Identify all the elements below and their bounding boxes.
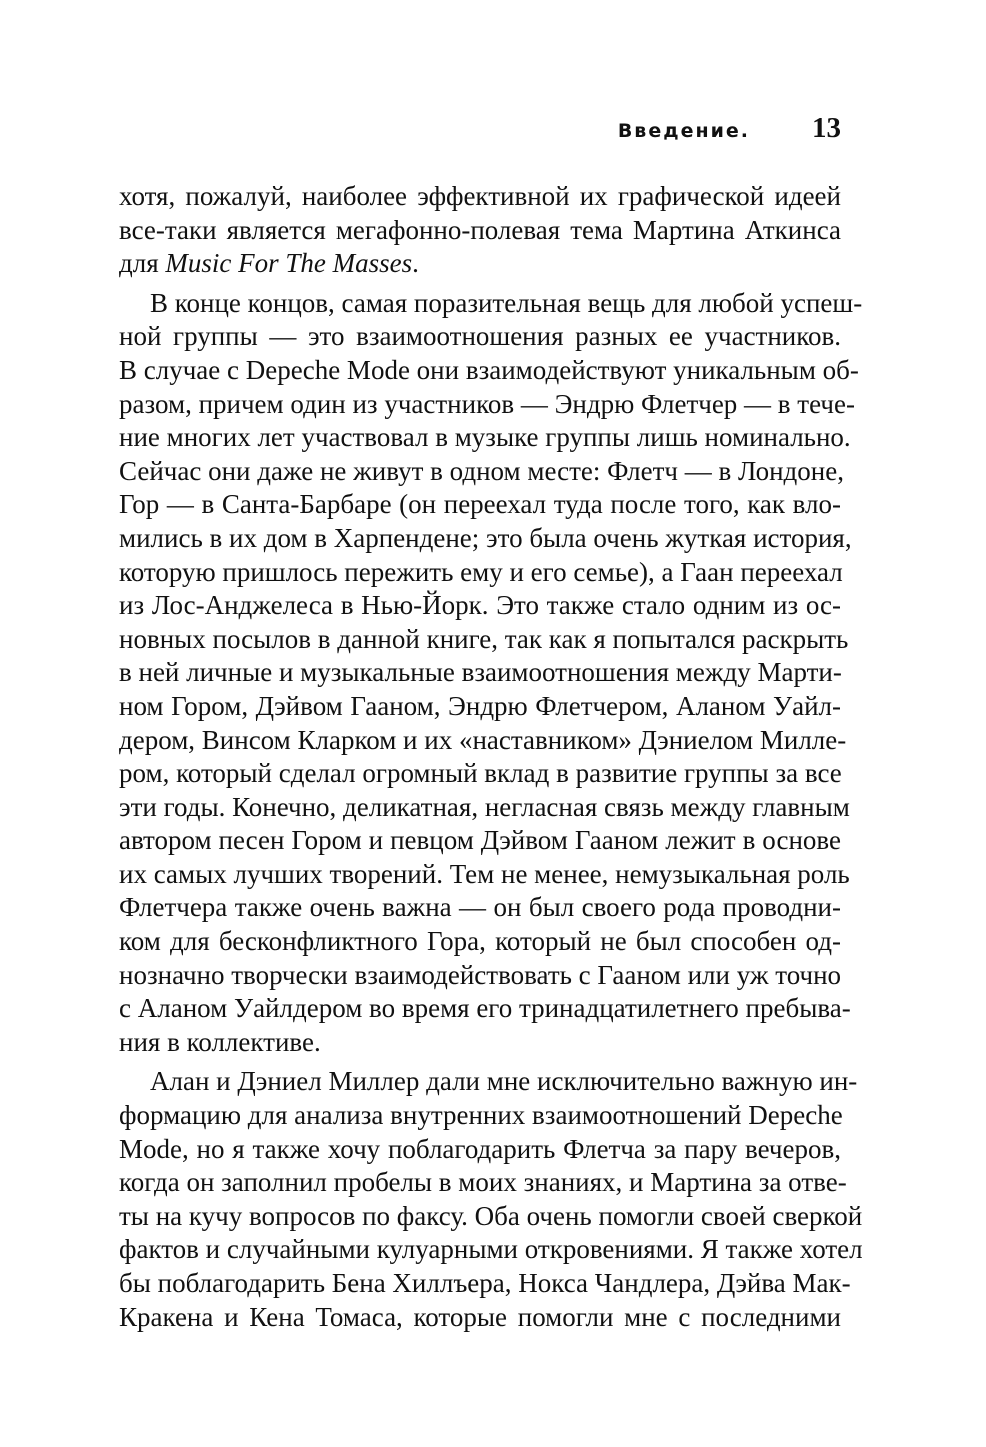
text-line: Алан и Дэниел Миллер дали мне исключительно важную ин- (150, 1066, 858, 1097)
album-title: Music For The Masses (165, 248, 413, 279)
text-line: из Лос-Анджелеса в Нью-Йорк. Это также стало одним из ос- (119, 590, 841, 621)
paragraph-1 (119, 180, 841, 281)
text-line: ном Гором, Дэйвом Гааном, Эндрю Флетчером, Аланом Уайл- (119, 690, 841, 721)
text-line: с Аланом Уайлдером во время его тринадцатилетнего пребыва- (119, 993, 851, 1024)
chapter-title: Введение. (617, 120, 750, 142)
text-line: ния в коллективе. (119, 1026, 321, 1057)
text-line: дером, Винсом Кларком и их «наставником» Дэниелом Милле- (119, 724, 847, 755)
text-line: В случае с Depeche Mode они взаимодействуют уникальным об- (119, 354, 859, 385)
text-line: новных посылов в данной книге, так как я попытался раскрыть (119, 623, 849, 654)
text-line: ты на кучу вопросов по факсу. Оба очень помогли своей сверкой (119, 1200, 863, 1231)
text-line: которую пришлось пережить ему и его семье), а Гаан переехал (119, 556, 843, 587)
text-line: бы поблагодарить Бена Хиллъера, Нокса Чандлера, Дэйва Мак- (119, 1268, 851, 1298)
text-line: Mode, но я также хочу поблагодарить Флетча за пару вечеров, (119, 1133, 841, 1164)
text-line: формацию для анализа внутренних взаимоотношений Depeche (119, 1100, 843, 1131)
text-line: мились в их дом в Харпендене; это была очень жуткая история, (119, 522, 852, 553)
page-number: 13 (812, 112, 841, 144)
text-line: их самых лучших творений. Тем не менее, немузыкальная роль (119, 858, 850, 889)
text-line: Сейчас они даже не живут в одном месте: Флетч — в Лондоне, (119, 455, 844, 486)
text-line: Кракена и Кена Томаса, которые помогли мне с последними (119, 1301, 841, 1332)
text-line: нозначно творчески взаимодействовать с Гааном или уж точно (119, 959, 842, 990)
body-text (119, 180, 863, 1334)
running-header (119, 112, 841, 152)
text-line: ние многих лет участвовал в музыке группы лишь номинально. (119, 422, 851, 453)
text-line: фактов и случайными кулуарными откровениями. Я также хотел (119, 1234, 863, 1265)
text-line: ком для бесконфликтного Гора, который не был способен од- (119, 926, 841, 957)
text-line: эти годы. Конечно, деликатная, негласная связь между главным (119, 791, 850, 822)
text-line: автором песен Гором и певцом Дэйвом Гааном лежит в основе (119, 825, 841, 856)
text-line: ной группы — это взаимоотношения разных ее участников. (119, 321, 841, 352)
text-line: все-таки является мегафонно-полевая тема Мартина Аткинса (119, 214, 841, 245)
text-line: когда он заполнил пробелы в моих знаниях, и Мартина за отве- (119, 1167, 847, 1198)
text-fragment: для (119, 248, 166, 279)
text-line: разом, причем один из участников — Эндрю Флетчер — в тече- (119, 388, 855, 419)
paragraph-3 (119, 1065, 863, 1334)
text-line: в ней личные и музыкальные взаимоотношения между Марти- (119, 657, 842, 688)
text-line: ром, который сделал огромный вклад в развитие группы за все (119, 758, 842, 789)
text-line: Гор — в Санта-Барбаре (он переехал туда после того, как вло- (119, 489, 841, 520)
text-line (119, 247, 841, 281)
text-line: хотя, пожалуй, наиболее эффективной их графической идеей (119, 181, 841, 211)
text-line: Флетчера также очень важна — он был своего рода проводни- (119, 892, 841, 923)
text-fragment: . (412, 248, 419, 279)
text-line: В конце концов, самая поразительная вещь для любой успеш- (150, 287, 863, 318)
paragraph-2 (119, 287, 863, 1060)
